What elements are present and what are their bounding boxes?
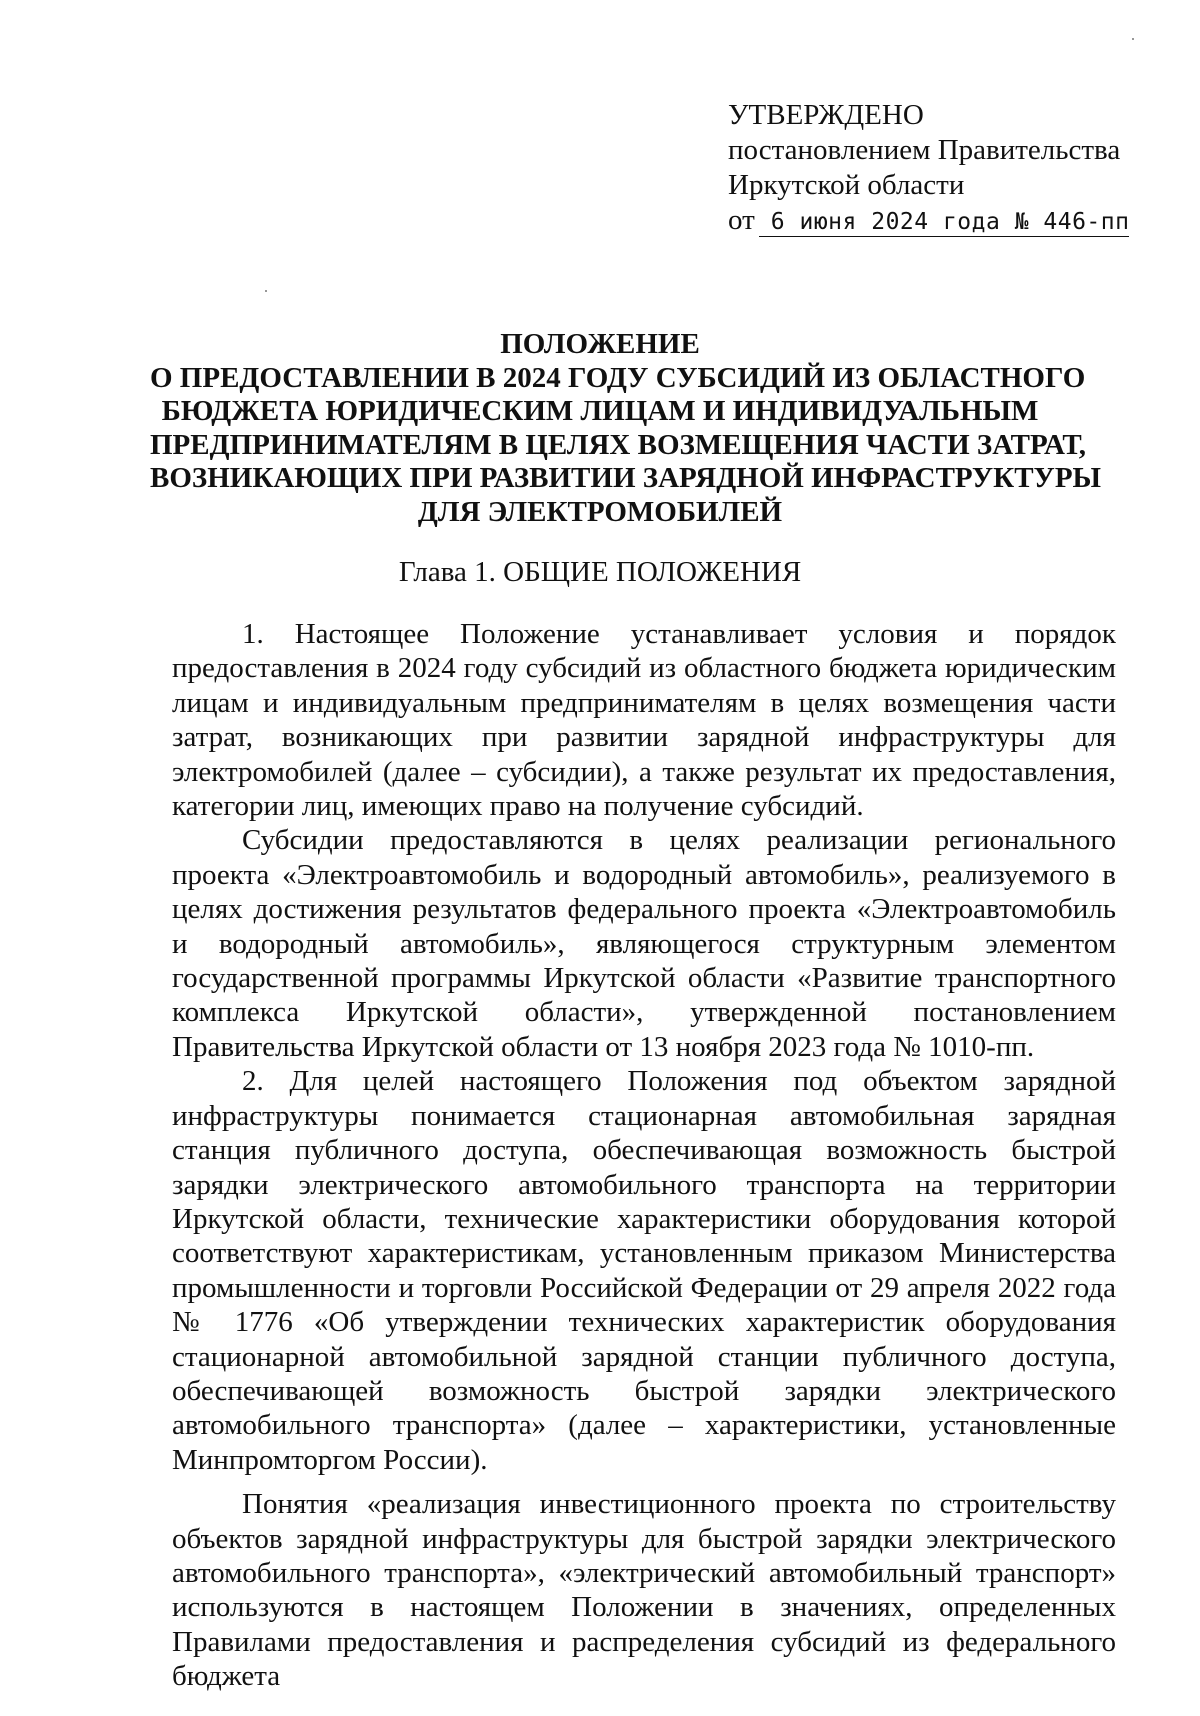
approval-date-line xyxy=(728,203,1128,238)
title-line: О ПРЕДОСТАВЛЕНИИ В 2024 ГОДУ СУБСИДИЙ ИЗ ОБЛАСТНОГО xyxy=(150,361,1086,394)
approval-approved: УТВЕРЖДЕНО xyxy=(728,99,924,131)
approval-line-2: Иркутской области xyxy=(728,169,965,201)
approval-stamp xyxy=(728,98,1128,238)
scan-speck xyxy=(265,290,267,292)
document-body xyxy=(172,617,1116,1694)
chapter-heading: Глава 1. ОБЩИЕ ПОЛОЖЕНИЯ xyxy=(398,556,802,588)
paragraph: 1. Настоящее Положение устанавливает условия и порядок предоставления в 2024 году субсидий из областного бюджета юридическим лицам и индивидуальным предпринимателям в целях возмещения части затрат, возникающих при развитии зарядной инфраструктуры для электромобилей (далее – субсидии), а также результат их предоставления, категории лиц, имеющих право на получение субсидий. xyxy=(172,618,1116,823)
approval-date-number: 6 июня 2024 года № 446-пп xyxy=(759,208,1130,237)
approval-from-prefix: от xyxy=(728,204,755,236)
title-line: ВОЗНИКАЮЩИХ ПРИ РАЗВИТИИ ЗАРЯДНОЙ ИНФРАСТРУКТУРЫ xyxy=(150,462,1102,494)
paragraph: Субсидии предоставляются в целях реализации регионального проекта «Электроавтомобиль и водородный автомобиль», реализуемого в целях достижения результатов федерального проекта «Электроавтомобиль и водородный автомобиль», являющегося структурным элементом государственной программы Иркутской области «Развитие транспортного комплекса Иркутской области», утвержденной постановлением Правительства Иркутской области от 13 ноября 2023 года № 1010-пп. xyxy=(172,824,1116,1063)
title-line: ПРЕДПРИНИМАТЕЛЯМ В ЦЕЛЯХ ВОЗМЕЩЕНИЯ ЧАСТИ ЗАТРАТ, xyxy=(150,428,1087,461)
title-heading: ПОЛОЖЕНИЕ xyxy=(500,328,700,360)
scan-speck xyxy=(1132,38,1134,40)
paragraph: 2. Для целей настоящего Положения под объектом зарядной инфраструктуры понимается стационарная автомобильная зарядная станция публичного доступа, обеспечивающая возможность быстрой зарядки электрического автомобильного транспорта на территории Иркутской области, технические характеристики оборудования которой соответствуют характеристикам, установленным приказом Министерства промышленности и торговли Российской Федерации от 29 апреля 2022 года № 1776 «Об утверждении технических характеристик оборудования стационарной автомобильной зарядной станции публичного доступа, обеспечивающей возможность быстрой зарядки электрического автомобильного транспорта» (далее – характеристики, установленные Минпромторгом России). xyxy=(172,1065,1116,1476)
title-line: БЮДЖЕТА ЮРИДИЧЕСКИМ ЛИЦАМ И ИНДИВИДУАЛЬНЫМ xyxy=(161,395,1039,427)
paragraph: Понятия «реализация инвестиционного проекта по строительству объектов зарядной инфраструктуры для быстрой зарядки электрического автомобильного транспорта», «электрический автомобильный транспорт» используются в настоящем Положении в значениях, определенных Правилами предоставления и распределения субсидий из федерального бюджета xyxy=(172,1488,1116,1693)
approval-line-1: постановлением Правительства xyxy=(728,134,1121,166)
title-line: ДЛЯ ЭЛЕКТРОМОБИЛЕЙ xyxy=(417,495,783,528)
document-title xyxy=(150,328,1102,529)
